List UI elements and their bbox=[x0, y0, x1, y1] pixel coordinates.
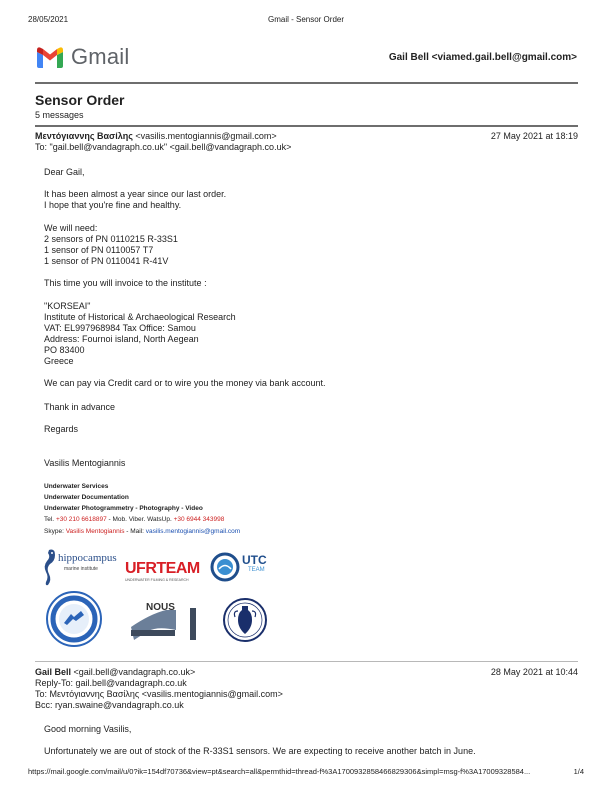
body-line: We can pay via Credit card or to wire you the money via bank account. bbox=[44, 378, 326, 388]
body-line: 2 sensors of PN 0110215 R-33S1 bbox=[44, 234, 178, 244]
message2-sender-name: Gail Bell bbox=[35, 667, 72, 677]
mob-link[interactable]: +30 6944 343998 bbox=[173, 516, 225, 523]
gmail-m-icon bbox=[35, 46, 65, 69]
signature-line: Underwater Services bbox=[44, 483, 109, 490]
skype-label: Skype: bbox=[44, 528, 64, 535]
body-line: It has been almost a year since our last order. bbox=[44, 189, 227, 199]
body-line: PO 83400 bbox=[44, 345, 85, 355]
body-line: Good morning Vasilis, bbox=[44, 724, 132, 734]
body-line: Institute of Historical & Archaeological Research bbox=[44, 312, 236, 322]
utc-logo-subtext: TEAM bbox=[248, 567, 265, 573]
body-line: We will need: bbox=[44, 223, 98, 233]
message1-sender[interactable] bbox=[35, 131, 277, 142]
body-line: Address: Fournoi island, North Aegean bbox=[44, 334, 199, 344]
message2-sender[interactable] bbox=[35, 667, 195, 678]
ufrteam-logo-subtext: UNDERWATER FILMING & RESEARCH bbox=[125, 578, 189, 582]
divers-badge-icon bbox=[45, 590, 103, 648]
amphora-seal-icon bbox=[222, 592, 268, 648]
body-line: I hope that you're fine and healthy. bbox=[44, 200, 182, 210]
message2-to: To: Μεντόγιαννης Βασίλης <vasilis.mentogiannis@gmail.com> bbox=[35, 689, 283, 699]
print-url: https://mail.google.com/mail/u/0?ik=154df70736&view=pt&search=all&permthid=thread-f%3A1700932858466829306&simpl=msg-f%3A17009328584... bbox=[28, 767, 531, 776]
diving-club-logo bbox=[45, 590, 103, 648]
thread-subject: Sensor Order bbox=[35, 92, 125, 108]
utc-emblem-icon bbox=[210, 552, 240, 582]
ufrteam-logo bbox=[125, 560, 201, 586]
message-divider bbox=[35, 661, 578, 662]
utc-team-logo bbox=[210, 550, 278, 584]
signature-line: Underwater Documentation bbox=[44, 494, 129, 501]
message-count: 5 messages bbox=[35, 110, 84, 120]
utc-logo-text: UTC bbox=[242, 553, 267, 567]
hippocampus-logo-subtext: marine institute bbox=[64, 566, 98, 572]
body-line: Regards bbox=[44, 424, 79, 434]
body-line: This time you will invoice to the institute : bbox=[44, 278, 207, 288]
gmail-logo[interactable] bbox=[35, 42, 129, 72]
mob-label: - Mob. Viber. WatsUp. bbox=[108, 516, 172, 523]
header-divider bbox=[35, 82, 578, 84]
body-line: Greece bbox=[44, 356, 74, 366]
amphora-logo bbox=[222, 592, 268, 648]
message2-bcc: Bcc: ryan.swaine@vandagraph.co.uk bbox=[35, 700, 184, 710]
message2-sender-email: <gail.bell@vandagraph.co.uk> bbox=[73, 667, 196, 677]
skype-link[interactable]: Vasilis Mentogiannis bbox=[65, 528, 125, 535]
signature-phones bbox=[44, 514, 224, 525]
body-line: Unfortunately we are out of stock of the R-33S1 sensors. We are expecting to receive another batch in June. bbox=[44, 746, 476, 756]
tel-label: Tel. bbox=[44, 516, 55, 523]
body-line: Dear Gail, bbox=[44, 167, 85, 177]
gmail-logo-text: Gmail bbox=[71, 44, 130, 69]
mail-link[interactable]: vasilis.mentogiannis@gmail.com bbox=[145, 528, 241, 535]
nous-logo bbox=[128, 600, 200, 644]
message1-date: 27 May 2021 at 18:19 bbox=[490, 131, 578, 141]
message1-to: To: "gail.bell@vandagraph.co.uk" <gail.bell@vandagraph.co.uk> bbox=[35, 142, 292, 152]
print-date: 28/05/2021 bbox=[28, 15, 69, 24]
body-line: "KORSEAI" bbox=[44, 301, 91, 311]
hippocampus-logo-text: hippocampus bbox=[58, 552, 117, 564]
hippocampus-logo bbox=[40, 546, 117, 588]
tel-link[interactable]: +30 210 6618897 bbox=[55, 516, 107, 523]
body-line: 1 sensor of PN 0110041 R-41V bbox=[44, 256, 169, 266]
body-line: Thank in advance bbox=[44, 402, 116, 412]
nous-logo-text: NOUS bbox=[146, 602, 175, 613]
signature-contacts bbox=[44, 526, 240, 537]
print-title: Gmail - Sensor Order bbox=[267, 15, 345, 24]
account-email: Gail Bell <viamed.gail.bell@gmail.com> bbox=[388, 52, 577, 63]
signature-line: Underwater Photogrammetry - Photography - Video bbox=[44, 505, 203, 512]
body-line: VAT: EL997968984 Tax Office: Samou bbox=[44, 323, 196, 333]
message2-reply-to: Reply-To: gail.bell@vandagraph.co.uk bbox=[35, 678, 187, 688]
mail-label: - Mail: bbox=[126, 528, 144, 535]
page-number: 1/4 bbox=[573, 767, 584, 776]
message1-sender-name: Μεντόγιαννης Βασίλης bbox=[35, 131, 133, 141]
body-line: 1 sensor of PN 0110057 T7 bbox=[44, 245, 154, 255]
message1-sender-email: <vasilis.mentogiannis@gmail.com> bbox=[135, 131, 277, 141]
subject-divider bbox=[35, 125, 578, 127]
message2-date: 28 May 2021 at 10:44 bbox=[490, 667, 578, 677]
body-line: Vasilis Mentogiannis bbox=[44, 458, 126, 468]
ufrteam-logo-text: UFRTEAM bbox=[125, 560, 200, 577]
